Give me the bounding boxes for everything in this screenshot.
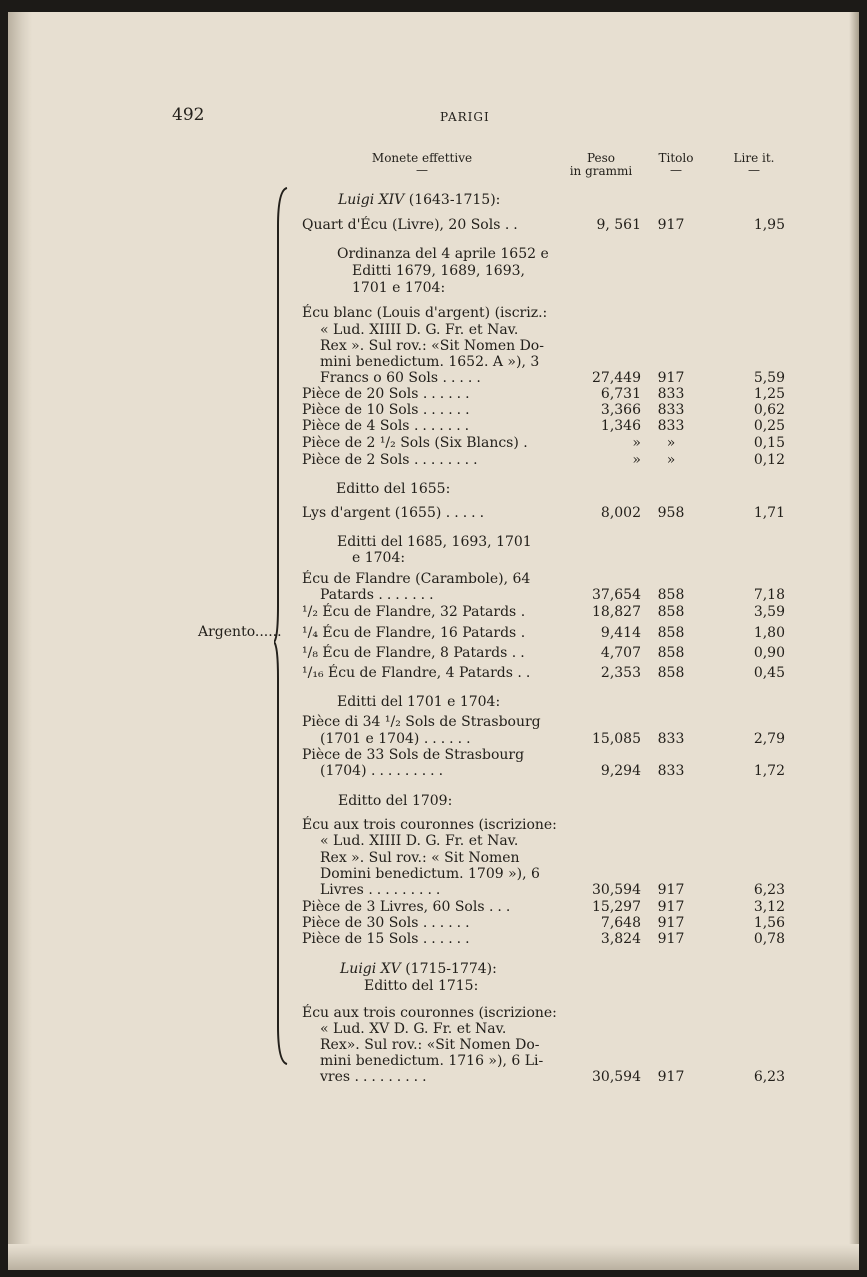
peso-value: 9,294 [600, 763, 641, 779]
col-head-dash: — [670, 163, 682, 177]
lire-value: 6,23 [753, 1069, 785, 1085]
peso-value: 18,827 [592, 604, 641, 620]
coin-label: Livres ......... [320, 882, 445, 898]
lire-value: 1,95 [753, 217, 785, 233]
edict-heading: Editti 1679, 1689, 1693, [352, 263, 525, 279]
lire-value: 1,56 [753, 915, 785, 931]
titolo-value: 917 [657, 1069, 685, 1085]
col-head-peso-label: Peso [586, 151, 616, 165]
edict-heading: Ordinanza del 4 aprile 1652 e [337, 246, 549, 262]
peso-value: 9,414 [600, 625, 641, 641]
coin-label: (1701 e 1704) ...... [320, 731, 475, 747]
col-head-dash: — [416, 163, 428, 177]
titolo-value: 917 [657, 217, 685, 233]
lire-value: 6,23 [753, 882, 785, 898]
peso-value: 30,594 [592, 1069, 641, 1085]
titolo-value: 858 [657, 587, 685, 603]
coin-label: Écu aux trois couronnes (iscrizione: [302, 817, 557, 833]
coin-label: Pièce de 2 ¹/₂ Sols (Six Blancs) . [302, 435, 532, 451]
titolo-value: 833 [657, 763, 685, 779]
lire-value: 1,72 [753, 763, 785, 779]
coin-label: (1704) ......... [320, 763, 448, 779]
coin-label: Quart d'Écu (Livre), 20 Sols .. [302, 217, 522, 233]
lire-value: 0,12 [753, 452, 785, 468]
lire-value: 5,59 [753, 370, 785, 386]
coin-label: Écu blanc (Louis d'argent) (iscriz.: [302, 305, 548, 321]
ruler-years: (1643-1715): [408, 192, 501, 208]
coin-label: mini benedictum. 1652. A »), 3 [320, 354, 540, 370]
lire-value: 2,79 [753, 731, 785, 747]
lire-value: 0,62 [753, 402, 785, 418]
coin-label: « Lud. XV D. G. Fr. et Nav. [320, 1021, 507, 1037]
coin-label: Pièce de 15 Sols ...... [302, 931, 474, 947]
lire-value: 3,59 [753, 604, 785, 620]
titolo-value: » [666, 435, 676, 451]
section-heading-luigi-xv [340, 961, 497, 977]
lire-value: 1,80 [753, 625, 785, 641]
peso-value: » [632, 435, 641, 451]
titolo-value: 917 [657, 915, 685, 931]
coin-label: Domini benedictum. 1709 »), 6 [320, 866, 540, 882]
coin-label: mini benedictum. 1716 »), 6 Li- [320, 1053, 544, 1069]
peso-value: 6,731 [600, 386, 641, 402]
lire-value: 0,90 [753, 645, 785, 661]
peso-value: 30,594 [592, 882, 641, 898]
titolo-value: 958 [657, 505, 685, 521]
edict-heading: Editto del 1655: [336, 481, 451, 497]
peso-value: 4,707 [600, 645, 641, 661]
coin-label: Pièce de 30 Sols ...... [302, 915, 474, 931]
peso-value: » [632, 452, 641, 468]
coin-label: Rex». Sul rov.: «Sit Nomen Do- [320, 1037, 540, 1053]
lire-value: 1,25 [753, 386, 785, 402]
coin-label: Pièce de 20 Sols ...... [302, 386, 474, 402]
peso-value: 9, 561 [596, 217, 641, 233]
lire-value: 1,71 [753, 505, 785, 521]
coin-label: Écu de Flandre (Carambole), 64 [302, 571, 531, 587]
ruler-name: Luigi XV [340, 961, 401, 977]
lire-value: 7,18 [753, 587, 785, 603]
titolo-value: 917 [657, 882, 685, 898]
peso-value: 8,002 [600, 505, 641, 521]
lire-value: 0,15 [753, 435, 785, 451]
coin-label: Écu aux trois couronnes (iscrizione: [302, 1005, 557, 1021]
lire-value: 0,25 [753, 418, 785, 434]
col-head-titolo-label: Titolo [658, 151, 694, 165]
ruler-name: Luigi XIV [338, 192, 405, 208]
peso-value: 2,353 [600, 665, 641, 681]
titolo-value: » [666, 452, 676, 468]
side-label-argento: Argento...... [198, 624, 282, 640]
coin-label: Pièce di 34 ¹/₂ Sols de Strasbourg [302, 714, 541, 730]
coin-label: Pièce de 2 Sols ........ [302, 452, 482, 468]
peso-value: 1,346 [600, 418, 641, 434]
edict-heading: Editto del 1709: [338, 793, 453, 809]
coin-label: Rex ». Sul rov.: « Sit Nomen [320, 850, 520, 866]
titolo-value: 858 [657, 604, 685, 620]
edict-heading: Editti del 1701 e 1704: [337, 694, 501, 710]
section-heading-luigi-xiv [338, 192, 500, 208]
titolo-value: 917 [657, 931, 685, 947]
lire-value: 0,78 [753, 931, 785, 947]
coin-label: Patards ....... [320, 587, 438, 603]
edict-heading: Editti del 1685, 1693, 1701 [337, 534, 532, 550]
coin-label: vres ......... [320, 1069, 431, 1085]
peso-value: 3,366 [600, 402, 641, 418]
coin-label: ¹/₈ Écu de Flandre, 8 Patards .. [302, 645, 529, 661]
running-head: PARIGI [440, 110, 490, 124]
lire-value: 0,45 [753, 665, 785, 681]
ruler-years: (1715-1774): [405, 961, 497, 977]
col-head-dash: — [748, 163, 760, 177]
titolo-value: 833 [657, 386, 685, 402]
coin-label: Francs o 60 Sols ..... [320, 370, 485, 386]
titolo-value: 917 [657, 370, 685, 386]
titolo-value: 917 [657, 899, 685, 915]
coin-label: « Lud. XIIII D. G. Fr. et Nav. [320, 322, 519, 338]
coin-label: « Lud. XIIII D. G. Fr. et Nav. [320, 833, 519, 849]
peso-value: 15,297 [592, 899, 641, 915]
edict-heading: 1701 e 1704: [352, 280, 446, 296]
page-number: 492 [172, 105, 205, 125]
coin-label: ¹/₁₆ Écu de Flandre, 4 Patards .. [302, 665, 535, 681]
lire-value: 3,12 [753, 899, 785, 915]
peso-value: 3,824 [600, 931, 641, 947]
titolo-value: 833 [657, 402, 685, 418]
coin-label: Pièce de 3 Livres, 60 Sols ... [302, 899, 515, 915]
titolo-value: 858 [657, 665, 685, 681]
titolo-value: 858 [657, 625, 685, 641]
peso-value: 7,648 [600, 915, 641, 931]
col-head-lire-label: Lire it. [733, 151, 775, 165]
titolo-value: 833 [657, 731, 685, 747]
edict-heading: Editto del 1715: [364, 978, 479, 994]
col-head-peso-unit: in grammi [569, 164, 633, 178]
peso-value: 15,085 [592, 731, 641, 747]
peso-value: 27,449 [592, 370, 641, 386]
coin-label: Lys d'argent (1655) ..... [302, 505, 489, 521]
titolo-value: 833 [657, 418, 685, 434]
col-head-monete-label: Monete effettive [371, 151, 473, 165]
coin-label: Rex ». Sul rov.: «Sit Nomen Do- [320, 338, 544, 354]
coin-label: Pièce de 4 Sols ....... [302, 418, 474, 434]
edict-heading: e 1704: [352, 550, 406, 566]
coin-label: ¹/₂ Écu de Flandre, 32 Patards . [302, 604, 530, 620]
coin-label: ¹/₄ Écu de Flandre, 16 Patards . [302, 625, 530, 641]
peso-value: 37,654 [592, 587, 641, 603]
coin-label: Pièce de 10 Sols ...... [302, 402, 474, 418]
titolo-value: 858 [657, 645, 685, 661]
coin-label: Pièce de 33 Sols de Strasbourg [302, 747, 525, 763]
